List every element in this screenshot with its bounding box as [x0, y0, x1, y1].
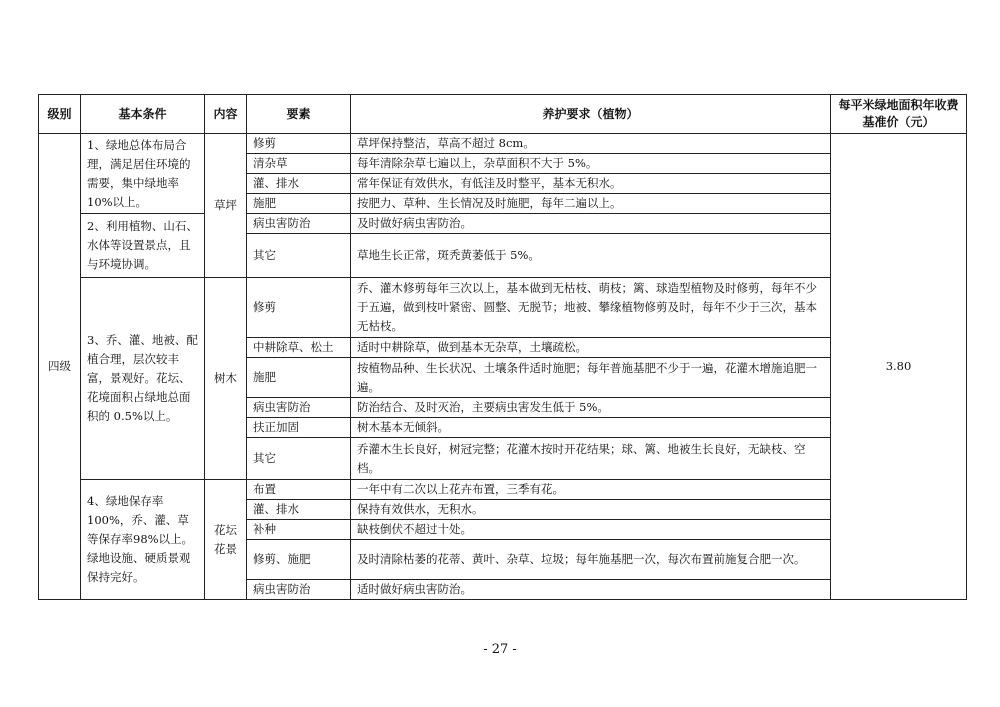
condition-3: 3、乔、灌、地被、配植合理，层次较丰富，景观好。花坛、花境面积占绿地总面积的 0.5%以上。	[81, 278, 205, 480]
element-cell: 中耕除草、松土	[247, 338, 351, 358]
requirement-cell: 及时做好病虫害防治。	[351, 214, 831, 234]
content-flowers: 花坛花景	[205, 480, 247, 600]
element-cell: 灌、排水	[247, 174, 351, 194]
condition-4: 4、绿地保存率 100%，乔、灌、草等保存率98%以上。绿地设施、硬质景观保持完好。	[81, 480, 205, 600]
element-cell: 清杂草	[247, 154, 351, 174]
element-cell: 病虫害防治	[247, 214, 351, 234]
maintenance-standards-table	[38, 94, 967, 600]
requirement-cell: 保持有效供水，无积水。	[351, 500, 831, 520]
element-cell: 施肥	[247, 194, 351, 214]
header-price: 每平米绿地面积年收费基准价（元）	[831, 95, 967, 134]
requirement-cell: 适时做好病虫害防治。	[351, 580, 831, 600]
requirement-cell: 草地生长正常，斑秃黄萎低于 5%。	[351, 234, 831, 278]
requirement-cell: 每年清除杂草七遍以上，杂草面积不大于 5%。	[351, 154, 831, 174]
element-cell: 修剪	[247, 278, 351, 338]
header-requirement: 养护要求（植物）	[351, 95, 831, 134]
content-lawn: 草坪	[205, 134, 247, 278]
page-number: - 27 -	[483, 642, 517, 657]
requirement-cell: 防治结合、及时灭治，主要病虫害发生低于 5%。	[351, 398, 831, 418]
requirement-cell: 按植物品种、生长状况、土壤条件适时施肥；每年普施基肥不少于一遍，花灌木增施追肥一遍。	[351, 358, 831, 398]
requirement-cell: 按肥力、草种、生长情况及时施肥，每年二遍以上。	[351, 194, 831, 214]
table-row	[39, 278, 967, 338]
element-cell: 病虫害防治	[247, 398, 351, 418]
element-cell: 修剪、施肥	[247, 540, 351, 580]
requirement-cell: 缺枝倒伏不超过十处。	[351, 520, 831, 540]
header-element: 要素	[247, 95, 351, 134]
table-row	[39, 214, 967, 234]
condition-2: 2、利用植物、山石、水体等设置景点，且与环境协调。	[81, 214, 205, 278]
element-cell: 扶正加固	[247, 418, 351, 438]
header-row	[39, 95, 967, 134]
element-cell: 其它	[247, 438, 351, 480]
requirement-cell: 适时中耕除草，做到基本无杂草，土壤疏松。	[351, 338, 831, 358]
header-content: 内容	[205, 95, 247, 134]
requirement-cell: 常年保证有效供水，有低洼及时整平，基本无积水。	[351, 174, 831, 194]
element-cell: 补种	[247, 520, 351, 540]
condition-1: 1、绿地总体布局合理，满足居住环境的需要，集中绿地率10%以上。	[81, 134, 205, 214]
requirement-cell: 乔灌木生长良好，树冠完整；花灌木按时开花结果；球、篱、地被生长良好，无缺枝、空档。	[351, 438, 831, 480]
table-row	[39, 480, 967, 500]
level-cell: 四级	[39, 134, 81, 600]
price-cell: 3.80	[831, 134, 967, 600]
header-basic-conditions: 基本条件	[81, 95, 205, 134]
requirement-cell: 树木基本无倾斜。	[351, 418, 831, 438]
requirement-cell: 及时清除枯萎的花蒂、黄叶、杂草、垃圾；每年施基肥一次，每次布置前施复合肥一次。	[351, 540, 831, 580]
element-cell: 施肥	[247, 358, 351, 398]
requirement-cell: 乔、灌木修剪每年三次以上，基本做到无枯枝、萌枝；篱、球造型植物及时修剪，每年不少于五遍，做到枝叶紧密、圆整、无脱节；地被、攀缘植物修剪及时，每年不少于三次，基本无枯枝。	[351, 278, 831, 338]
content-trees: 树木	[205, 278, 247, 480]
requirement-cell: 一年中有二次以上花卉布置，三季有花。	[351, 480, 831, 500]
element-cell: 布置	[247, 480, 351, 500]
element-cell: 修剪	[247, 134, 351, 154]
requirement-cell: 草坪保持整洁，草高不超过 8cm。	[351, 134, 831, 154]
element-cell: 其它	[247, 234, 351, 278]
header-level: 级别	[39, 95, 81, 134]
table-row	[39, 134, 967, 154]
element-cell: 灌、排水	[247, 500, 351, 520]
element-cell: 病虫害防治	[247, 580, 351, 600]
